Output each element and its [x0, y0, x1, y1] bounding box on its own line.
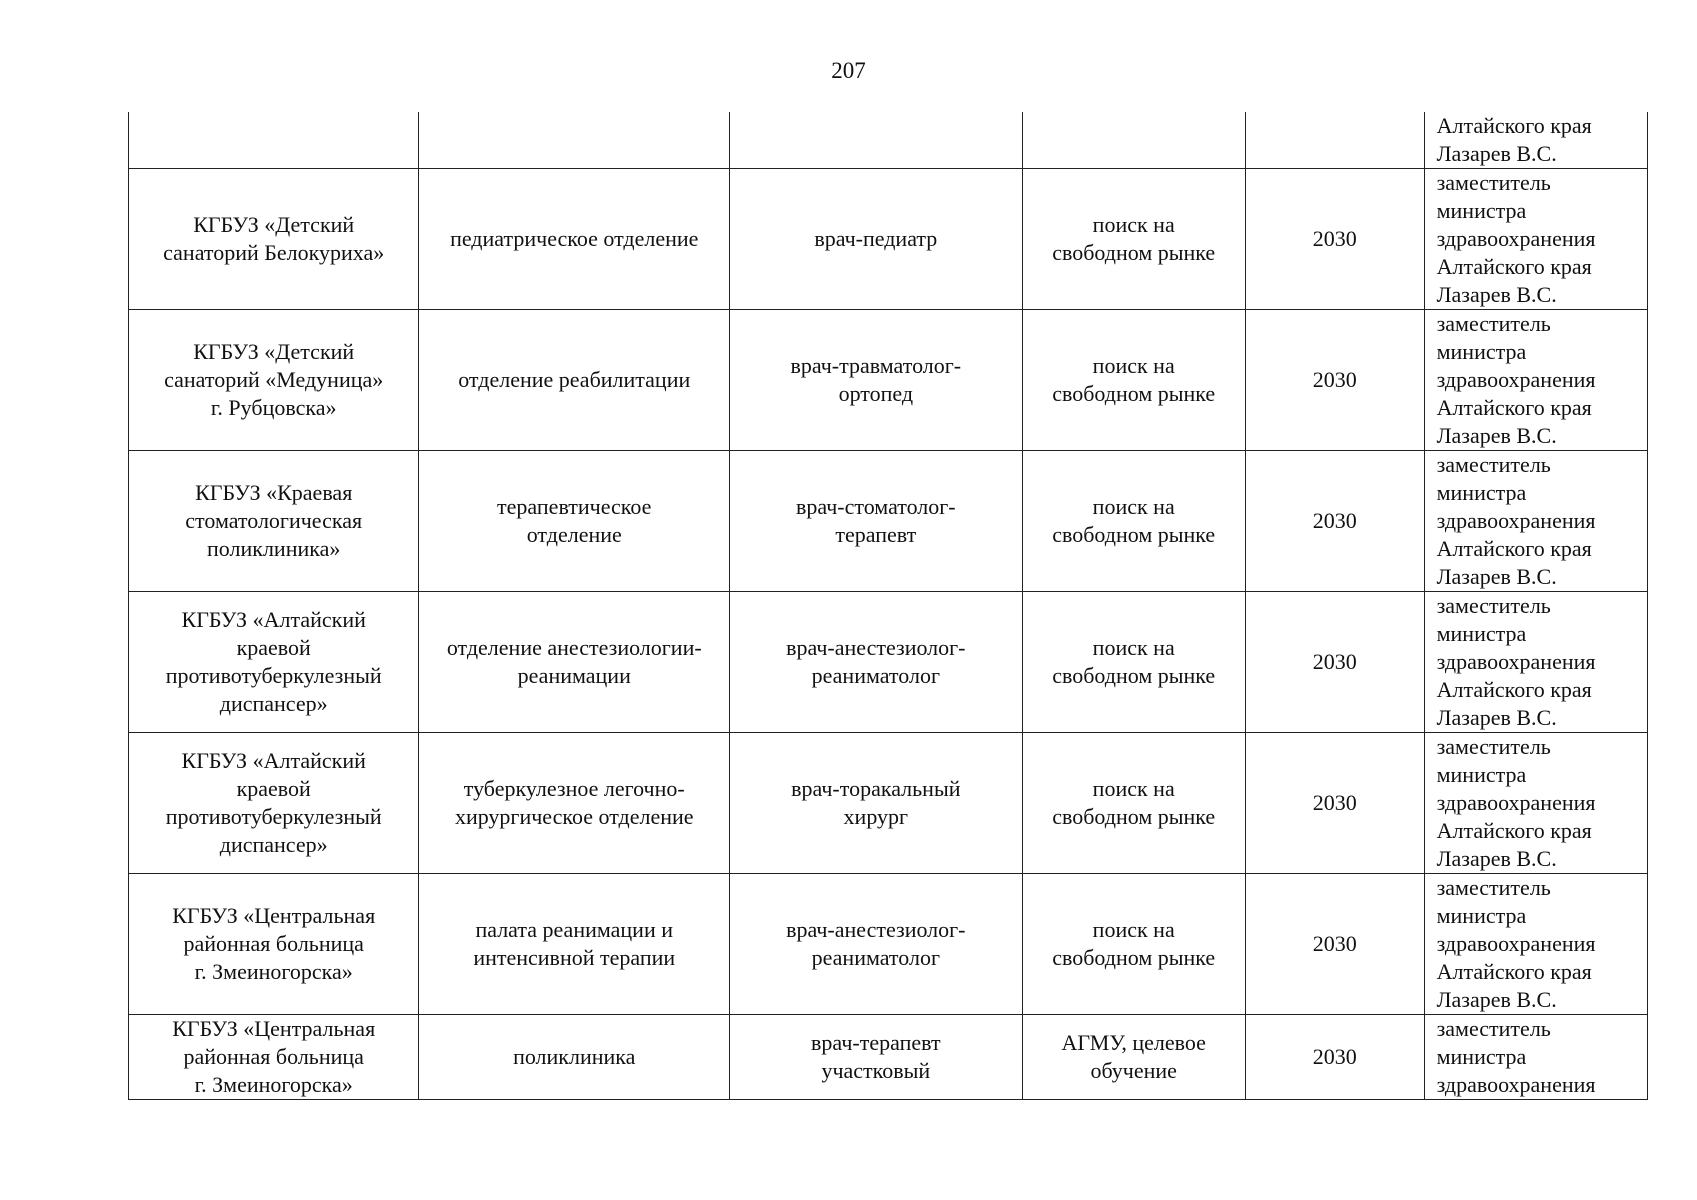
specialty-line: врач-анестезиолог-	[786, 635, 966, 660]
cell-year: 2030	[1245, 733, 1424, 874]
responsible-line: здравоохранения	[1436, 649, 1596, 674]
responsible-line: Алтайского края	[1436, 113, 1592, 138]
table-row	[129, 1015, 1648, 1100]
cell-institution	[129, 733, 419, 874]
responsible-line: Лазарев В.С.	[1436, 564, 1557, 589]
institution-line: КГБУЗ «Детский	[193, 339, 355, 364]
cell-year: 2030	[1245, 451, 1424, 592]
source-line: свободном рынке	[1052, 663, 1216, 688]
cell-institution	[129, 874, 419, 1015]
responsible-line: Алтайского края	[1436, 395, 1592, 420]
specialty-line: врач-торакальный	[791, 776, 961, 801]
institution-line: районная больница	[183, 1044, 364, 1069]
cell-specialty	[730, 112, 1022, 169]
cell-institution	[129, 1015, 419, 1100]
responsible-line: Алтайского края	[1436, 677, 1592, 702]
cell-responsible	[1424, 592, 1647, 733]
responsible-line: Алтайского края	[1436, 818, 1592, 843]
cell-specialty	[730, 1015, 1022, 1100]
responsible-line: заместитель	[1436, 734, 1551, 759]
cell-institution	[129, 169, 419, 310]
cell-source	[1022, 874, 1245, 1015]
responsible-line: Лазарев В.С.	[1436, 846, 1557, 871]
cell-source	[1022, 112, 1245, 169]
responsible-line: министра	[1436, 903, 1527, 928]
table-row-continuation	[129, 112, 1648, 169]
department-line: интенсивной терапии	[473, 945, 676, 970]
cell-year: 2030	[1245, 1015, 1424, 1100]
cell-source	[1022, 733, 1245, 874]
responsible-line: заместитель	[1436, 452, 1551, 477]
institution-line: противотуберкулезный	[165, 804, 382, 829]
responsible-line: здравоохранения	[1436, 508, 1596, 533]
responsible-line: заместитель	[1436, 1016, 1551, 1041]
specialty-line: врач-терапевт	[811, 1030, 941, 1055]
staffing-table	[128, 112, 1648, 1100]
table-row	[129, 451, 1648, 592]
cell-responsible	[1424, 310, 1647, 451]
cell-responsible	[1424, 112, 1647, 169]
cell-year: 2030	[1245, 874, 1424, 1015]
cell-specialty	[730, 310, 1022, 451]
responsible-line: министра	[1436, 339, 1527, 364]
responsible-line: министра	[1436, 198, 1527, 223]
institution-line: КГБУЗ «Алтайский	[181, 748, 366, 773]
institution-line: стоматологическая	[185, 508, 363, 533]
cell-responsible	[1424, 451, 1647, 592]
source-line: поиск на	[1092, 212, 1175, 237]
cell-year: 2030	[1245, 310, 1424, 451]
responsible-line: министра	[1436, 480, 1527, 505]
cell-source	[1022, 592, 1245, 733]
institution-line: КГБУЗ «Центральная	[172, 1016, 376, 1041]
source-line: поиск на	[1092, 917, 1175, 942]
cell-specialty	[730, 592, 1022, 733]
table-row	[129, 733, 1648, 874]
table-row	[129, 310, 1648, 451]
responsible-line: Лазарев В.С.	[1436, 282, 1557, 307]
cell-specialty	[730, 874, 1022, 1015]
department-line: педиатрическое отделение	[450, 226, 699, 251]
specialty-line: терапевт	[835, 522, 917, 547]
institution-line: г. Змеиногорска»	[194, 959, 353, 984]
cell-department	[419, 874, 730, 1015]
cell-responsible	[1424, 874, 1647, 1015]
cell-department	[419, 112, 730, 169]
source-line: свободном рынке	[1052, 804, 1216, 829]
cell-responsible	[1424, 1015, 1647, 1100]
institution-line: санаторий Белокуриха»	[163, 240, 385, 265]
institution-line: санаторий «Медуница»	[164, 367, 384, 392]
institution-line: г. Змеиногорска»	[194, 1072, 353, 1097]
responsible-line: министра	[1436, 762, 1527, 787]
responsible-line: Алтайского края	[1436, 959, 1592, 984]
cell-department	[419, 169, 730, 310]
department-line: туберкулезное легочно-	[463, 776, 685, 801]
institution-line: КГБУЗ «Детский	[193, 212, 355, 237]
responsible-line: здравоохранения	[1436, 367, 1596, 392]
department-line: поликлиника	[513, 1044, 636, 1069]
specialty-line: реаниматолог	[811, 663, 940, 688]
specialty-line: ортопед	[838, 381, 914, 406]
table-row	[129, 592, 1648, 733]
cell-source	[1022, 1015, 1245, 1100]
responsible-line: заместитель	[1436, 875, 1551, 900]
specialty-line: врач-стоматолог-	[795, 494, 956, 519]
specialty-line: врач-травматолог-	[790, 353, 962, 378]
cell-department	[419, 592, 730, 733]
source-line: АГМУ, целевое	[1061, 1030, 1206, 1055]
responsible-line: Лазарев В.С.	[1436, 423, 1557, 448]
cell-year: 2030	[1245, 592, 1424, 733]
institution-line: КГБУЗ «Краевая	[195, 480, 353, 505]
cell-institution	[129, 451, 419, 592]
institution-line: диспансер»	[219, 691, 328, 716]
institution-line: краевой	[236, 635, 311, 660]
cell-specialty	[730, 169, 1022, 310]
cell-responsible	[1424, 733, 1647, 874]
department-line: отделение	[526, 522, 622, 547]
institution-line: диспансер»	[219, 832, 328, 857]
institution-line: КГБУЗ «Центральная	[172, 903, 376, 928]
responsible-line: заместитель	[1436, 311, 1551, 336]
responsible-line: Лазарев В.С.	[1436, 141, 1557, 166]
source-line: поиск на	[1092, 353, 1175, 378]
institution-line: районная больница	[183, 931, 364, 956]
table-row	[129, 874, 1648, 1015]
responsible-line: Лазарев В.С.	[1436, 987, 1557, 1012]
institution-line: КГБУЗ «Алтайский	[181, 607, 366, 632]
cell-department	[419, 733, 730, 874]
responsible-line: министра	[1436, 1044, 1527, 1069]
table-row	[129, 169, 1648, 310]
cell-source	[1022, 310, 1245, 451]
source-line: свободном рынке	[1052, 240, 1216, 265]
cell-year: 2030	[1245, 169, 1424, 310]
source-line: свободном рынке	[1052, 522, 1216, 547]
department-line: отделение анестезиологии-	[446, 635, 702, 660]
cell-department	[419, 451, 730, 592]
responsible-line: здравоохранения	[1436, 226, 1596, 251]
cell-institution	[129, 310, 419, 451]
page-number: 207	[831, 58, 866, 83]
institution-line: краевой	[236, 776, 311, 801]
responsible-line: Алтайского края	[1436, 254, 1592, 279]
source-line: свободном рынке	[1052, 945, 1216, 970]
institution-line: поликлиника»	[207, 536, 341, 561]
specialty-line: врач-педиатр	[814, 226, 938, 251]
cell-department	[419, 310, 730, 451]
department-line: хирургическое отделение	[454, 804, 694, 829]
source-line: свободном рынке	[1052, 381, 1216, 406]
cell-source	[1022, 169, 1245, 310]
source-line: поиск на	[1092, 494, 1175, 519]
department-line: терапевтическое	[497, 494, 652, 519]
cell-specialty	[730, 733, 1022, 874]
cell-institution	[129, 592, 419, 733]
source-line: поиск на	[1092, 776, 1175, 801]
responsible-line: здравоохранения	[1436, 1072, 1596, 1097]
cell-specialty	[730, 451, 1022, 592]
department-line: отделение реабилитации	[458, 367, 691, 392]
cell-institution	[129, 112, 419, 169]
department-line: реанимации	[517, 663, 631, 688]
responsible-line: Лазарев В.С.	[1436, 705, 1557, 730]
cell-source	[1022, 451, 1245, 592]
responsible-line: Алтайского края	[1436, 536, 1592, 561]
source-line: поиск на	[1092, 635, 1175, 660]
cell-year	[1245, 112, 1424, 169]
source-line: обучение	[1090, 1058, 1177, 1083]
institution-line: противотуберкулезный	[165, 663, 382, 688]
specialty-line: хирург	[843, 804, 909, 829]
specialty-line: реаниматолог	[811, 945, 940, 970]
responsible-line: заместитель	[1436, 170, 1551, 195]
specialty-line: врач-анестезиолог-	[786, 917, 966, 942]
department-line: палата реанимации и	[475, 917, 673, 942]
responsible-line: заместитель	[1436, 593, 1551, 618]
specialty-line: участковый	[821, 1058, 931, 1083]
responsible-line: здравоохранения	[1436, 931, 1596, 956]
institution-line: г. Рубцовска»	[210, 395, 337, 420]
cell-responsible	[1424, 169, 1647, 310]
cell-department	[419, 1015, 730, 1100]
responsible-line: министра	[1436, 621, 1527, 646]
responsible-line: здравоохранения	[1436, 790, 1596, 815]
